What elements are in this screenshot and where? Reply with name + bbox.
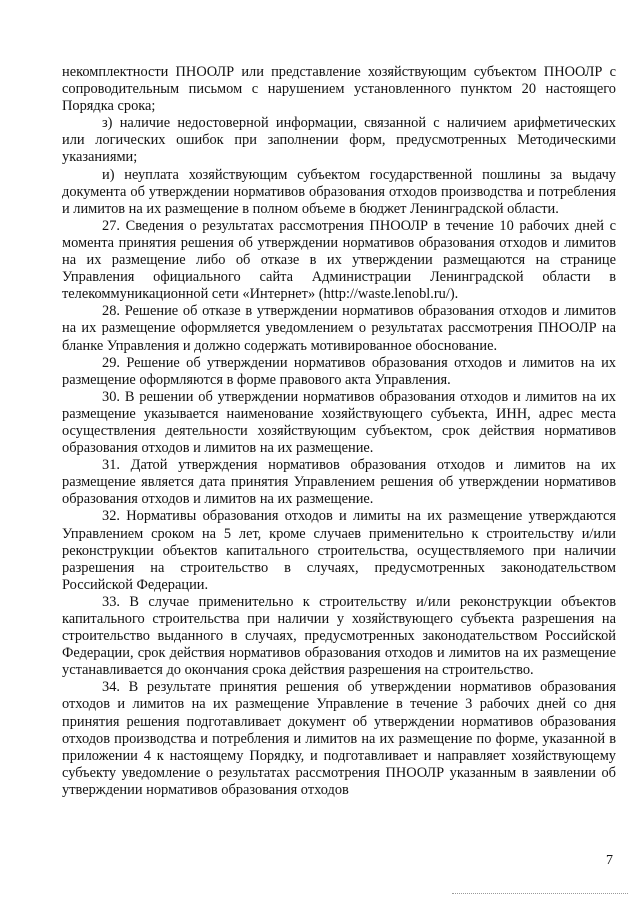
paragraph-33: 33. В случае применительно к строительству и/или реконструкции объектов капитального строительства при наличии у хозяйствующего субъекта разрешения на строительство выданного в случаях, предусмотренных законодательством Российской Федерации, срок действия нормативов образования отходов и лимитов на их размещение устанавливается до окончания срока действия разрешения на строительство. <box>62 593 616 679</box>
paragraph-27: 27. Сведения о результатах рассмотрения ПНООЛР в течение 10 рабочих дней с момента принятия решения об утверждении нормативов образования отходов и лимитов на их размещение либо об отказе в их утверждении размещаются на странице Управления официального сайта Администрации Ленинградской области в телекоммуникационной сети «Интернет» (http://waste.lenobl.ru/). <box>62 217 616 303</box>
paragraph-31: 31. Датой утверждения нормативов образования отходов и лимитов на их размещение является дата принятия Управлением решения об утверждении нормативов образования отходов и лимитов на их размещение. <box>62 457 616 508</box>
paragraph-32: 32. Нормативы образования отходов и лимиты на их размещение утверждаются Управлением сроком на 5 лет, кроме случаев применительно к строительству и/или реконструкции объектов капитального строительства, осуществляемого при наличии разрешения на строительство в случаях, предусмотренных законодательством Российской Федерации. <box>62 508 616 593</box>
page-number: 7 <box>606 853 613 868</box>
paragraph-30: 30. В решении об утверждении нормативов образования отходов и лимитов на их размещение указывается наименование хозяйствующего субъекта, ИНН, адрес места осуществления деятельности хозяйствующим субъектом, срок действия нормативов образования отходов и лимитов на их размещение. <box>62 388 616 457</box>
paragraph-item-z: з) наличие недостоверной информации, связанной с наличием арифметических или логических ошибок при заполнении форм, предусмотренных Методическими указаниями; <box>62 115 616 166</box>
scan-footer-line <box>452 893 628 894</box>
document-page <box>62 64 616 799</box>
paragraph-28: 28. Решение об отказе в утверждении нормативов образования отходов и лимитов на их размещение оформляется уведомлением о результатах рассмотрения ПНООЛР на бланке Управления и должно содержать мотивированное обоснование. <box>62 303 616 354</box>
paragraph-continuation: некомплектности ПНООЛР или представление хозяйствующим субъектом ПНООЛР с сопроводительным письмом с нарушением установленного пунктом 20 настоящего Порядка срока; <box>62 64 616 115</box>
paragraph-29: 29. Решение об утверждении нормативов образования отходов и лимитов на их размещение оформляются в форме правового акта Управления. <box>62 354 616 388</box>
paragraph-item-i: и) неуплата хозяйствующим субъектом государственной пошлины за выдачу документа об утверждении нормативов образования отходов производства и потребления и лимитов на их размещение в полном объеме в бюджет Ленинградской области. <box>62 166 616 217</box>
paragraph-34: 34. В результате принятия решения об утверждении нормативов образования отходов и лимитов на их размещение Управление в течение 3 рабочих дней со дня принятия решения подготавливает документ об утверждении нормативов образования отходов производства и потребления и лимитов на их размещение по форме, указанной в приложении 4 к настоящему Порядку, и подготавливает и направляет хозяйствующему субъекту уведомление о результатах рассмотрения ПНООЛР указанным в заявлении об утверждении нормативов образования отходов <box>62 679 616 798</box>
